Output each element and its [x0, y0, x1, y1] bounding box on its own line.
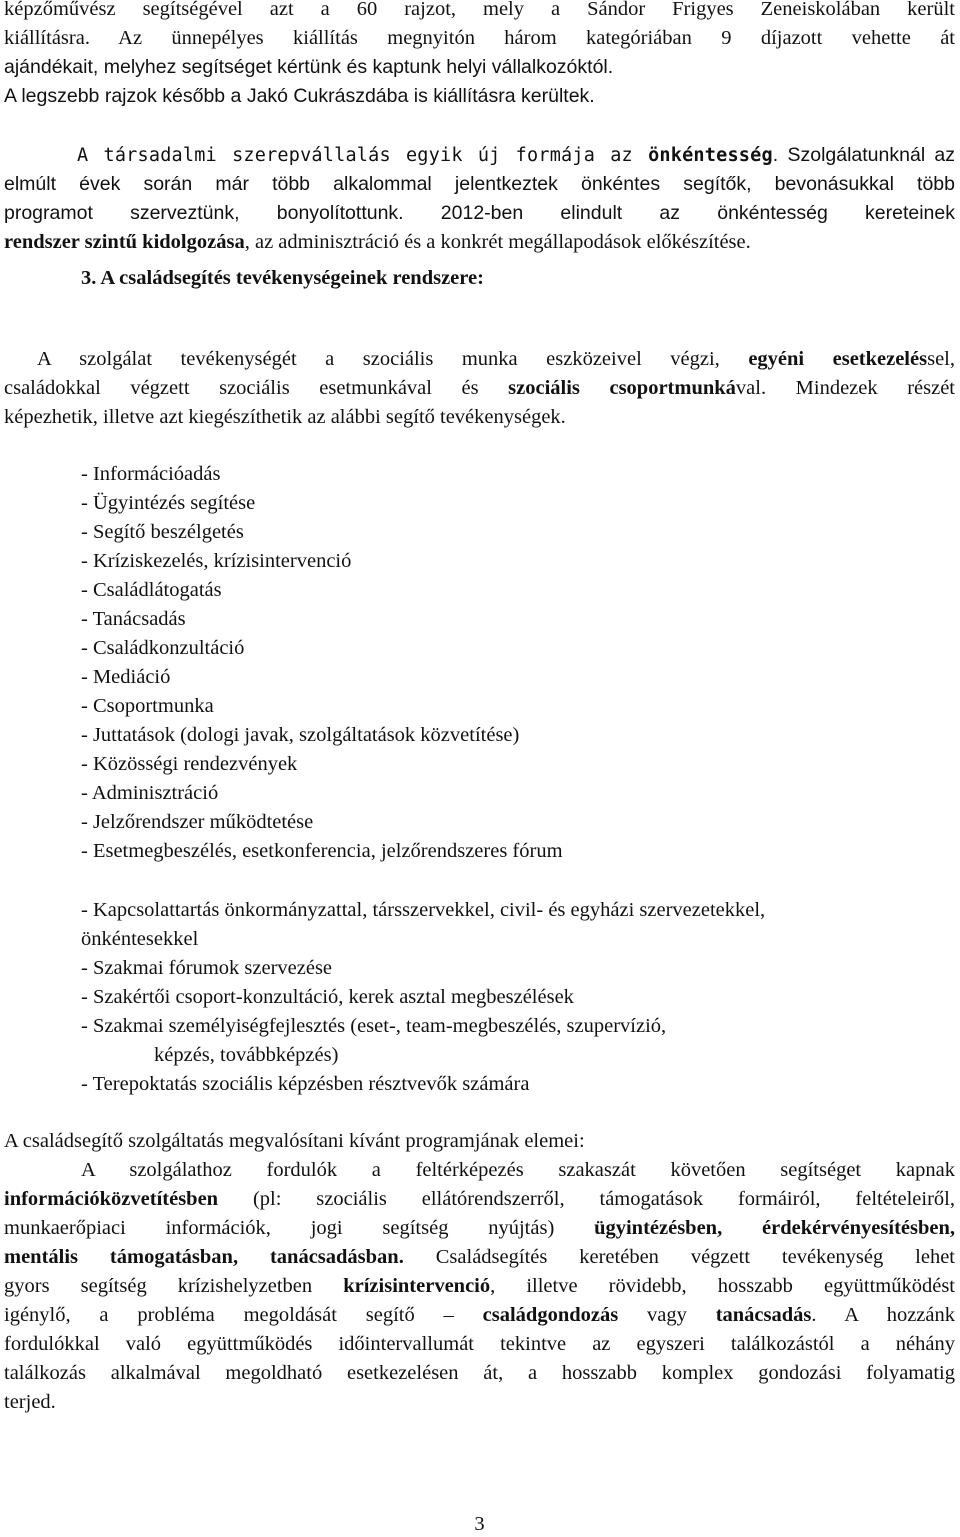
- paragraph-line: A családsegítő szolgáltatás megvalósítani kívánt programjának elemei:: [4, 1130, 585, 1152]
- list-item: - Terepoktatás szociális képzésben résztvevők számára: [81, 1073, 530, 1095]
- section-heading: 3. A családsegítés tevékenységeinek rendszere:: [81, 267, 484, 289]
- top-paragraph: [4, 0, 955, 111]
- list-item: - Adminisztráció: [81, 782, 219, 804]
- list-item: - Csoportmunka: [81, 695, 214, 717]
- paragraph-line: fordulókkal való együttműködés időintervallumát tekintve az egyszeri találkozástól a néhány: [4, 1333, 955, 1355]
- list-item: - Szakmai fórumok szervezése: [81, 957, 333, 979]
- list-item: - Családlátogatás: [81, 579, 222, 601]
- paragraph-line: A legszebb rajzok később a Jakó Cukrászdába is kiállításra kerültek.: [4, 85, 595, 107]
- paragraph-line: képzőművész segítségével azt a 60 rajzot, mely a Sándor Frigyes Zeneiskolában került: [4, 0, 955, 20]
- list-item: - Kapcsolattartás önkormányzattal, társszervekkel, civil- és egyházi szervezetekkel,: [81, 899, 766, 921]
- list-item: képzés, továbbképzés): [154, 1044, 339, 1066]
- list-item: - Szakmai személyiségfejlesztés (eset-, team-megbeszélés, szupervízió,: [81, 1015, 667, 1037]
- paragraph-line: találkozás alkalmával megoldható esetkezelésen át, a hosszabb komplex gondozási folyamatig: [4, 1362, 955, 1384]
- list-item: - Mediáció: [81, 666, 171, 688]
- service-paragraph: [4, 345, 955, 432]
- paragraph-line: munkaerőpiaci információk, jogi segítség nyújtás) ügyintézésben, érdekérvényesítésben,: [4, 1217, 955, 1239]
- list-item: - Kríziskezelés, krízisintervenció: [81, 550, 352, 572]
- paragraph-line: terjed.: [4, 1391, 56, 1413]
- list-item: - Segítő beszélgetés: [81, 521, 244, 543]
- list-item: önkéntesekkel: [81, 928, 199, 950]
- paragraph-line: gyors segítség krízishelyzetben krízisintervenció, illetve rövidebb, hosszabb együttműködést: [4, 1275, 955, 1297]
- activity-list-secondary: [81, 896, 765, 1099]
- activity-list: [81, 460, 563, 866]
- volunteer-paragraph: [4, 141, 955, 257]
- list-item: - Juttatások (dologi javak, szolgáltatások közvetítése): [81, 724, 520, 746]
- paragraph-line: elmúlt évek során már több alkalommal jelentkeztek önkéntes segítők, bevonásukkal több: [4, 173, 955, 195]
- list-item: - Jelzőrendszer működtetése: [81, 811, 314, 833]
- list-item: - Ügyintézés segítése: [81, 492, 256, 514]
- paragraph-line: A szolgálat tevékenységét a szociális munka eszközeivel végzi, egyéni esetkezeléssel,: [37, 348, 955, 370]
- paragraph-line: mentális támogatásban, tanácsadásban. Családsegítés keretében végzett tevékenység lehet: [4, 1246, 955, 1268]
- paragraph-line: ajándékait, melyhez segítséget kértünk és kaptunk helyi vállalkozóktól.: [4, 56, 614, 78]
- paragraph-line: rendszer szintű kidolgozása, az adminisztráció és a konkrét megállapodások előkészítése.: [4, 231, 751, 253]
- paragraph-line: képezhetik, illetve azt kiegészíthetik az alábbi segítő tevékenységek.: [4, 406, 566, 428]
- paragraph-line: A szolgálathoz fordulók a feltérképezés szakaszát követően segítséget kapnak: [81, 1159, 955, 1181]
- list-item: - Tanácsadás: [81, 608, 186, 630]
- paragraph-line: családokkal végzett szociális esetmunkával és szociális csoportmunkával. Mindezek részét: [4, 377, 955, 399]
- paragraph-line: információközvetítésben (pl: szociális ellátórendszerről, támogatások formáiról, feltételeiről,: [4, 1188, 955, 1210]
- paragraph-line: programot szerveztünk, bonyolítottunk. 2012-ben elindult az önkéntesség kereteinek: [4, 202, 955, 224]
- list-item: - Szakértői csoport-konzultáció, kerek asztal megbeszélések: [81, 986, 574, 1008]
- paragraph-line: kiállításra. Az ünnepélyes kiállítás megnyitón három kategóriában 9 díjazott vehette át: [4, 27, 955, 49]
- list-item: - Családkonzultáció: [81, 637, 245, 659]
- paragraph-line: igénylő, a probléma megoldását segítő – családgondozás vagy tanácsadás. A hozzánk: [4, 1304, 955, 1326]
- paragraph-line: A társadalmi szerepvállalás egyik új formája az önkéntesség. Szolgálatunknál az: [77, 144, 955, 166]
- page-number: 3: [474, 1513, 485, 1535]
- list-item: - Esetmegbeszélés, esetkonferencia, jelzőrendszeres fórum: [81, 840, 563, 862]
- list-item: - Közösségi rendezvények: [81, 753, 298, 775]
- list-item: - Információadás: [81, 463, 221, 485]
- program-paragraph: [4, 1127, 955, 1417]
